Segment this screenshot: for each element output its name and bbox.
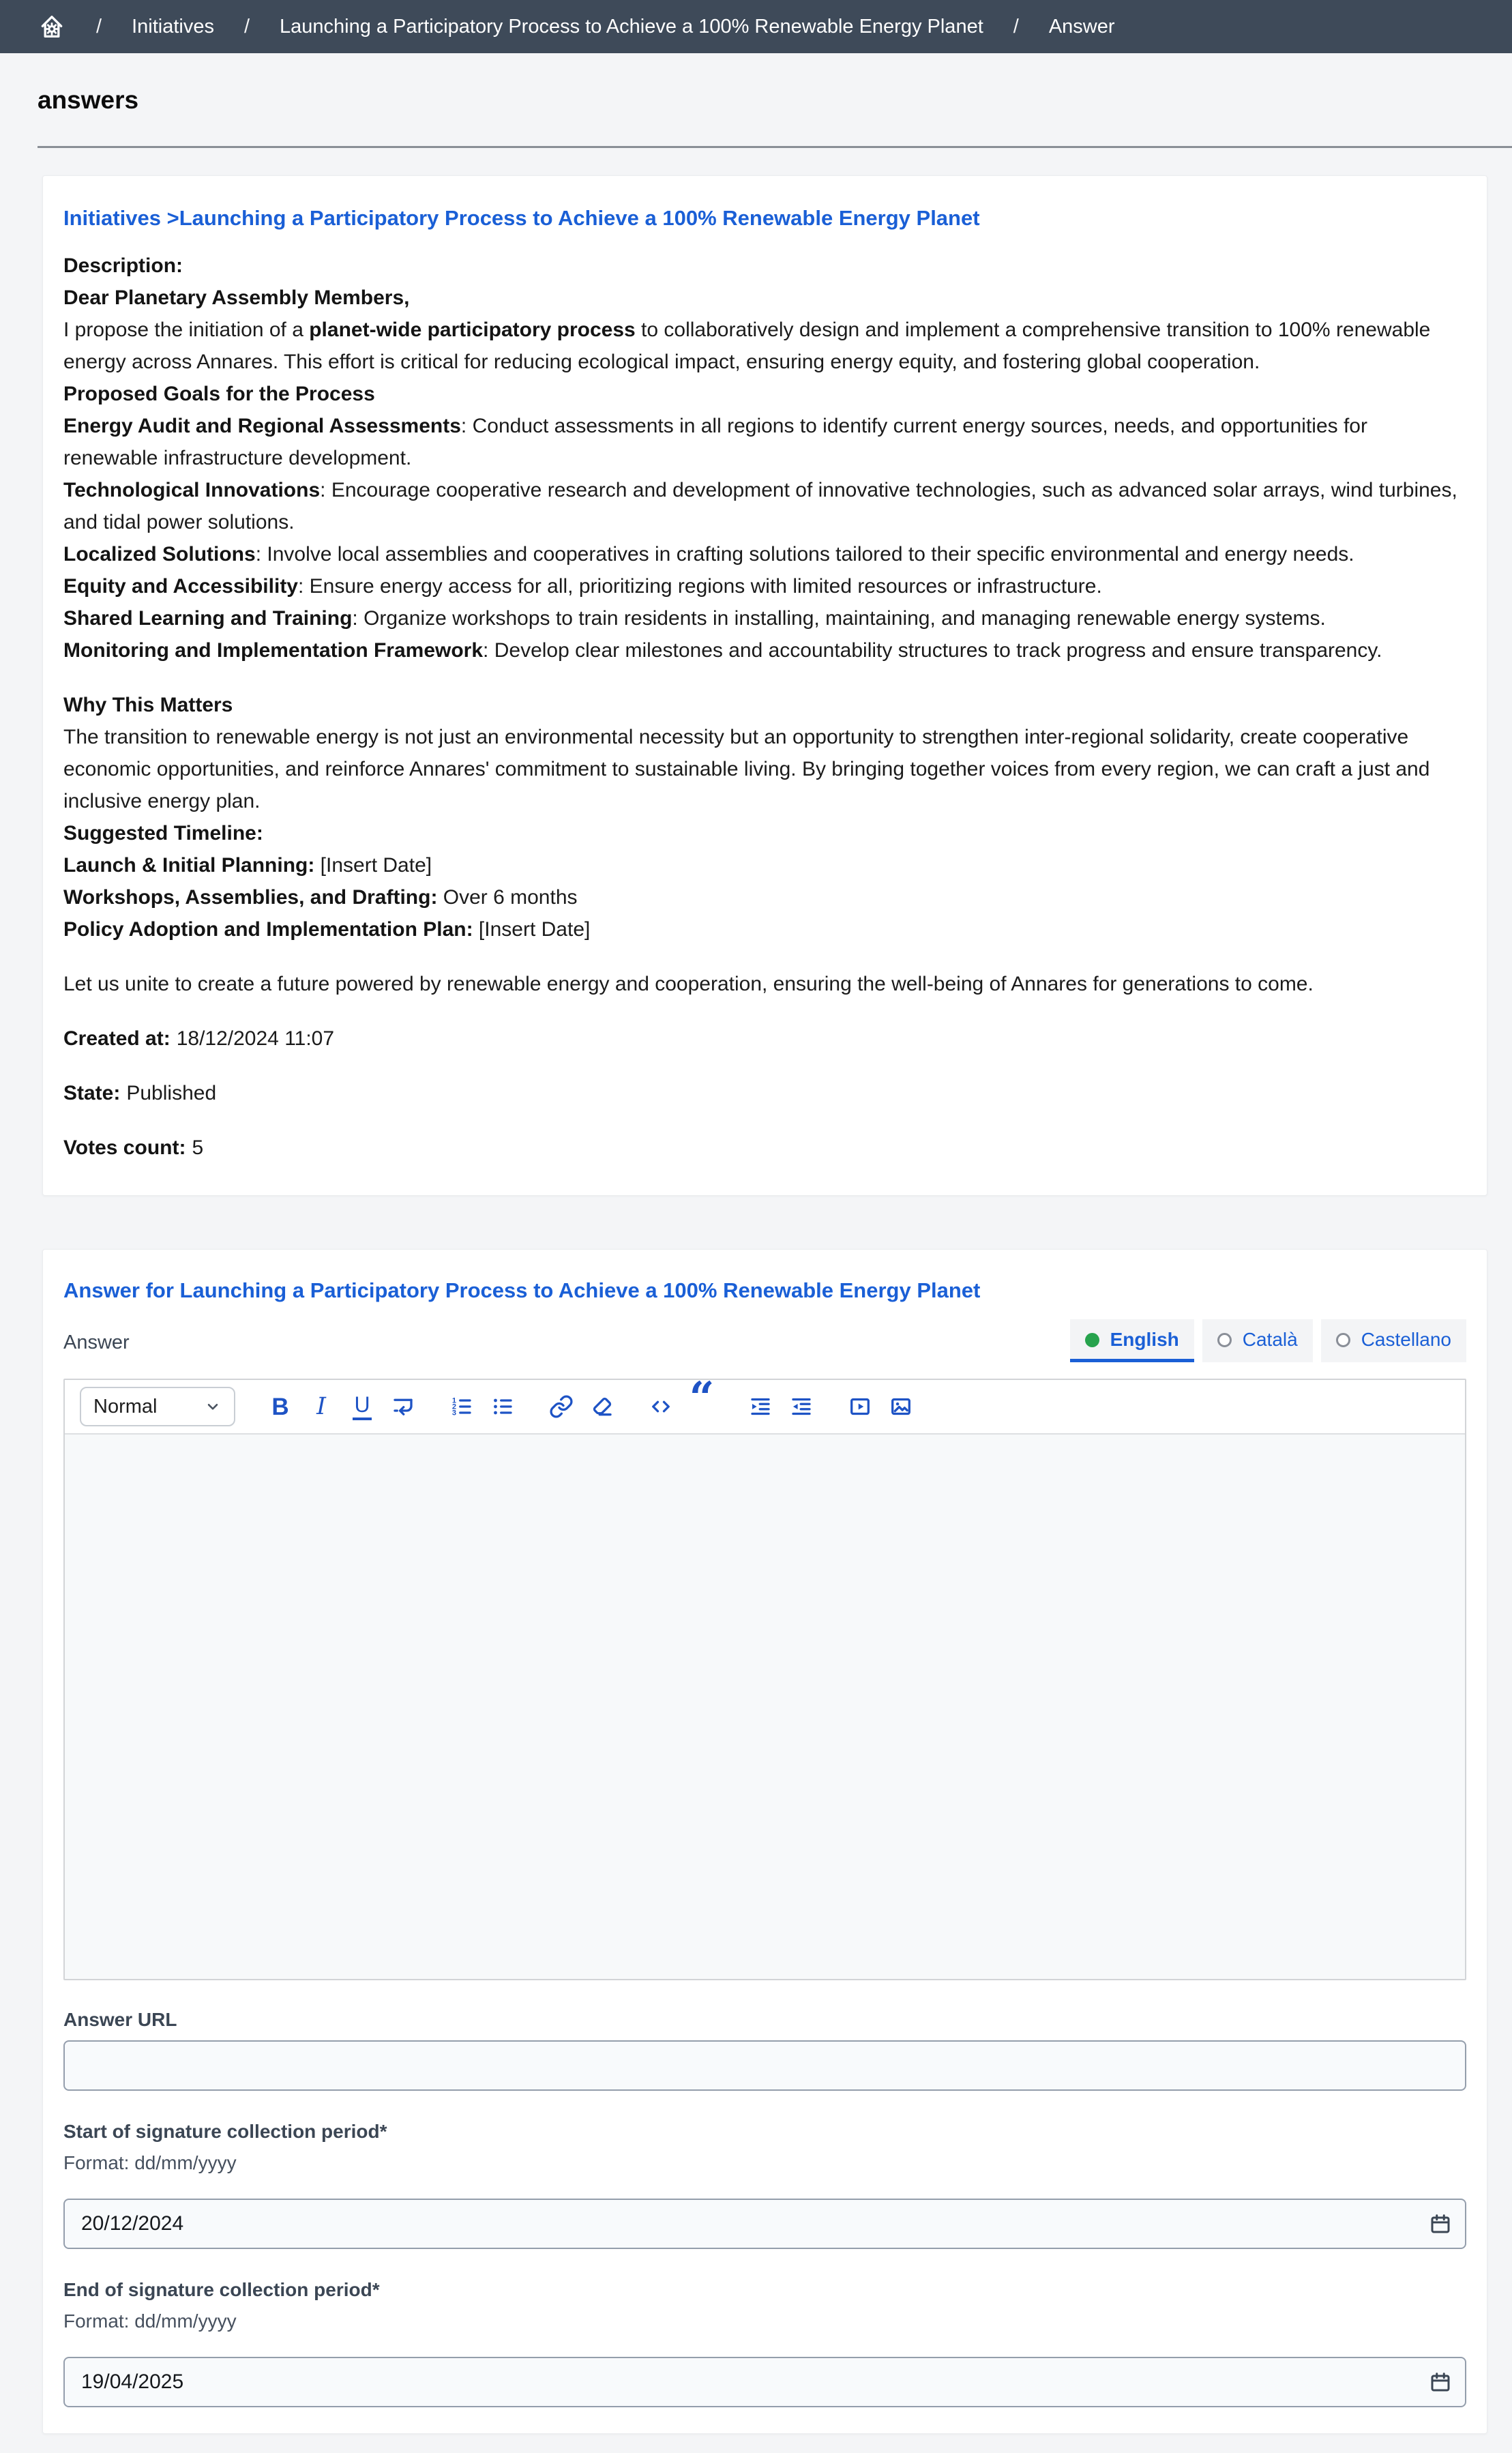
end-date-input[interactable] <box>63 2357 1466 2407</box>
svg-text:1: 1 <box>451 1396 457 1405</box>
start-period-format-hint: Format: dd/mm/yyyy <box>63 2152 237 2173</box>
description-line: Workshops, Assemblies, and Drafting: Over 6 months <box>63 886 578 909</box>
end-period-format-hint: Format: dd/mm/yyyy <box>63 2310 237 2332</box>
description-line: Let us unite to create a future powered by renewable energy and cooperation, ensuring the well-being of Annares for generations to come. <box>63 973 1314 995</box>
toolbar-icons <box>264 1372 925 1425</box>
description-line: Monitoring and Implementation Framework: Develop clear milestones and accountability structures to track progress and ensure transparency. <box>63 639 1382 662</box>
answer-url-label: Answer URL <box>63 2009 177 2030</box>
end-date-field <box>63 2357 1466 2407</box>
votes-count-value: 5 <box>192 1136 204 1159</box>
radio-selected-icon <box>1085 1333 1099 1347</box>
page-title: answers <box>38 86 139 114</box>
answer-card-title: Answer for Launching a Participatory Process to Achieve a 100% Renewable Energy Planet <box>63 1278 981 1302</box>
initiative-link[interactable]: Initiatives >Launching a Participatory Process to Achieve a 100% Renewable Energy Planet <box>63 206 980 230</box>
description-line: The transition to renewable energy is not just an environmental necessity but an opportunity to strengthen inter-regional solidarity, create cooperative economic opportunities, and reinforce Annares' commitment to sustainable living. By bringing together voices from every region, we can craft a just and inclusive energy plan. <box>63 726 1430 812</box>
underline-icon[interactable]: U <box>346 1388 379 1425</box>
calendar-icon[interactable] <box>1428 2212 1453 2236</box>
breadcrumb-items <box>96 16 1115 38</box>
description-line: Dear Planetary Assembly Members, <box>63 287 410 309</box>
calendar-icon[interactable] <box>1428 2370 1453 2394</box>
answer-card <box>42 1249 1487 2434</box>
description-line: Why This Matters <box>63 694 233 716</box>
start-date-field <box>63 2199 1466 2249</box>
description-line: Proposed Goals for the Process <box>63 383 375 405</box>
description-line: Launch & Initial Planning: [Insert Date] <box>63 854 432 877</box>
image-icon[interactable] <box>885 1388 917 1425</box>
created-at-label: Created at: <box>63 1027 171 1050</box>
editor-toolbar <box>65 1372 1465 1435</box>
answer-url-input[interactable] <box>63 2040 1466 2091</box>
line-break-icon[interactable] <box>387 1388 419 1425</box>
bullet-list-icon[interactable] <box>486 1388 519 1425</box>
description-line: Localized Solutions: Involve local assemblies and cooperatives in crafting solutions tailored to their specific environmental and energy needs. <box>63 543 1354 565</box>
state-row <box>63 1077 1466 1109</box>
breadcrumb-item-1[interactable]: Launching a Participatory Process to Achieve a 100% Renewable Energy Planet <box>280 15 983 38</box>
breadcrumb <box>0 0 1512 53</box>
state-label: State: <box>63 1082 121 1104</box>
home-icon[interactable] <box>38 12 66 41</box>
rich-text-editor <box>63 1372 1466 1980</box>
votes-count-label: Votes count: <box>63 1136 186 1159</box>
chevron-down-icon <box>204 1398 222 1415</box>
radio-icon <box>1217 1333 1232 1347</box>
end-period-label: End of signature collection period* <box>63 2279 380 2300</box>
ordered-list-icon[interactable] <box>445 1388 478 1425</box>
description-line: Energy Audit and Regional Assessments: Conduct assessments in all regions to identify current energy sources, needs, and opportunities for renewable infrastructure development. <box>63 415 1367 469</box>
breadcrumb-item-0[interactable]: Initiatives <box>132 15 214 38</box>
initiative-card <box>42 175 1487 1196</box>
description-line: Technological Innovations: Encourage cooperative research and development of innovative technologies, such as advanced solar arrays, wind turbines, and tidal power solutions. <box>63 479 1457 533</box>
language-tab-label: Castellano <box>1361 1329 1451 1350</box>
language-tab-català[interactable] <box>1202 1319 1313 1362</box>
answer-field-header <box>63 1319 1466 1362</box>
votes-count-row <box>63 1132 1466 1164</box>
outdent-icon[interactable] <box>785 1388 818 1425</box>
created-at-row <box>63 1023 1466 1055</box>
breadcrumb-separator: / <box>1013 15 1019 38</box>
video-icon[interactable] <box>844 1388 876 1425</box>
divider <box>38 146 1512 148</box>
svg-text:2: 2 <box>451 1402 457 1411</box>
description-line: Policy Adoption and Implementation Plan: [Insert Date] <box>63 918 591 941</box>
description-line: Shared Learning and Training: Organize workshops to train residents in installing, maintaining, and managing renewable energy systems. <box>63 607 1326 630</box>
radio-icon <box>1336 1333 1350 1347</box>
breadcrumb-separator: / <box>96 15 102 38</box>
editor-content[interactable] <box>65 1435 1465 1979</box>
breadcrumb-item-2[interactable]: Answer <box>1048 15 1115 38</box>
eraser-icon[interactable] <box>586 1388 619 1425</box>
answer-field-label: Answer <box>63 1332 130 1353</box>
language-tab-label: Català <box>1242 1329 1298 1350</box>
description-line: I propose the initiation of a planet-wide participatory process to collaboratively design and implement a comprehensive transition to 100% renewable energy across Annares. This effort is critical for reducing ecological impact, ensuring energy equity, and fostering global cooperation. <box>63 319 1431 373</box>
language-tabs <box>1070 1319 1466 1362</box>
code-icon[interactable] <box>644 1388 677 1425</box>
description-block <box>63 250 1466 1000</box>
bold-icon[interactable]: B <box>264 1388 297 1425</box>
paragraph-style-value: Normal <box>93 1395 158 1418</box>
language-tab-english[interactable] <box>1070 1319 1194 1362</box>
description-line: Suggested Timeline: <box>63 822 263 844</box>
svg-text:3: 3 <box>451 1409 457 1418</box>
language-tab-castellano[interactable] <box>1321 1319 1466 1362</box>
paragraph-style-select[interactable] <box>80 1387 235 1426</box>
state-value: Published <box>126 1082 217 1104</box>
start-period-label: Start of signature collection period* <box>63 2121 387 2142</box>
breadcrumb-separator: / <box>243 15 250 38</box>
italic-icon[interactable]: I <box>305 1388 338 1425</box>
description-line: Equity and Accessibility: Ensure energy access for all, prioritizing regions with limited resources or infrastructure. <box>63 575 1102 598</box>
start-date-input[interactable] <box>63 2199 1466 2249</box>
link-icon[interactable] <box>545 1388 578 1425</box>
language-tab-label: English <box>1110 1329 1179 1350</box>
description-line: Description: <box>63 254 183 277</box>
created-at-value: 18/12/2024 11:07 <box>176 1027 335 1050</box>
indent-icon[interactable] <box>744 1388 777 1425</box>
blockquote-icon[interactable]: “ <box>685 1388 718 1425</box>
